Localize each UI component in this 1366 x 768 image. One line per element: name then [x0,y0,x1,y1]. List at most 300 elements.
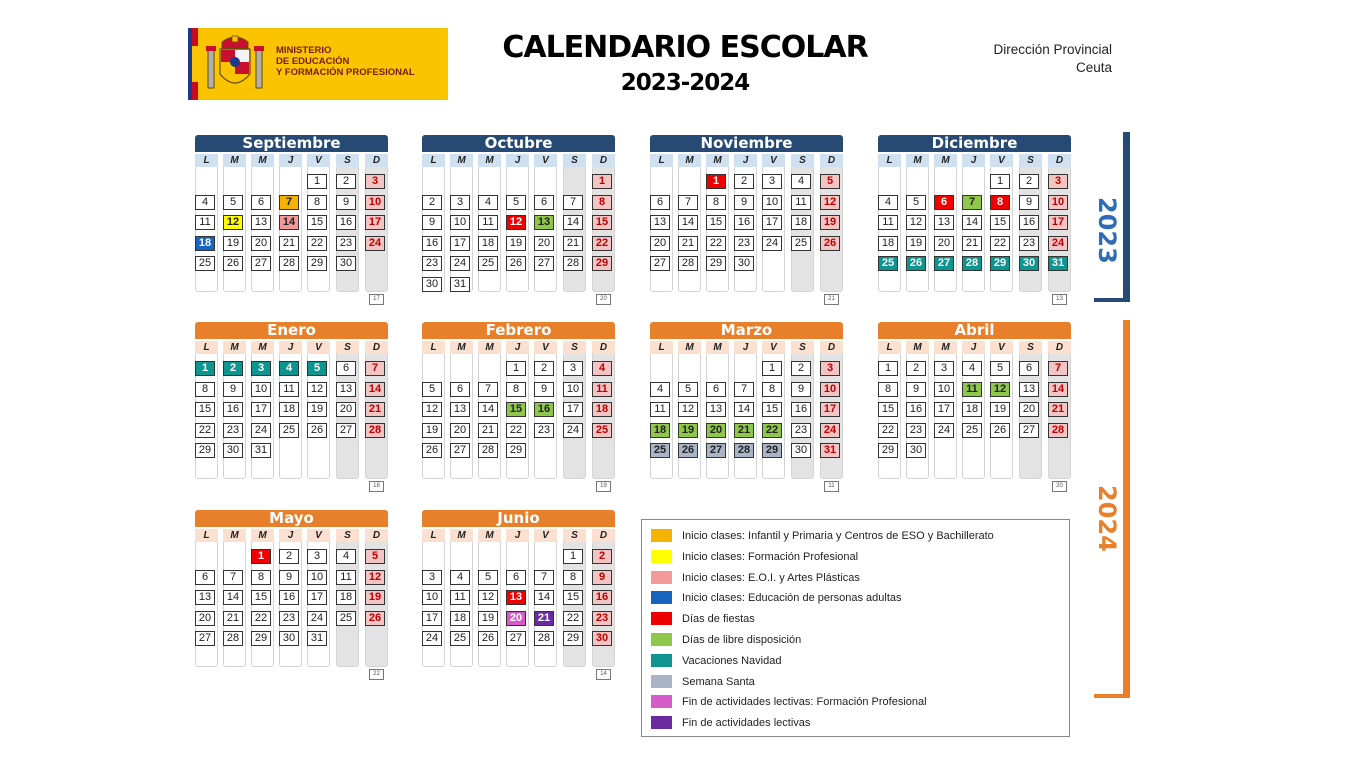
day-cell: 5 [365,549,385,564]
day-cell: 21 [279,236,299,251]
day-cell: 3 [934,361,954,376]
day-cell: 21 [563,236,583,251]
month-days [878,339,1071,489]
day-cell: 8 [251,570,271,585]
day-cell: 4 [791,174,811,189]
day-cell: 3 [1048,174,1068,189]
day-cell: 19 [478,611,498,626]
weekday-header: V [307,529,330,542]
provincial-direction [930,41,1112,77]
day-cell: 16 [422,236,442,251]
day-cell: 6 [336,361,356,376]
day-cell: 8 [506,382,526,397]
day-cell: 7 [223,570,243,585]
ministry-line-3: Y FORMACIÓN PROFESIONAL [276,67,415,78]
lective-days-count: 13 [1052,294,1067,305]
day-cell: 25 [336,611,356,626]
day-cell: 26 [906,256,926,271]
day-cell: 2 [1019,174,1039,189]
day-cell: 29 [762,443,782,458]
day-cell: 18 [962,402,982,417]
day-cell: 24 [563,423,583,438]
day-cell: 31 [251,443,271,458]
day-cell: 8 [762,382,782,397]
legend-swatch [651,633,672,646]
day-cell: 2 [906,361,926,376]
day-cell: 9 [1019,195,1039,210]
day-cell: 13 [195,590,215,605]
day-cell: 9 [279,570,299,585]
day-cell: 10 [365,195,385,210]
legend-swatch [651,571,672,584]
weekday-header: J [962,341,985,354]
weekday-header: M [478,341,501,354]
day-cell: 8 [195,382,215,397]
weekday-header: J [279,529,302,542]
day-cell: 12 [422,402,442,417]
day-cell: 4 [878,195,898,210]
day-cell: 3 [820,361,840,376]
day-cell: 25 [279,423,299,438]
month-octubre [422,134,615,302]
day-cell: 18 [478,236,498,251]
day-cell: 16 [223,402,243,417]
day-cell: 12 [506,215,526,230]
year-bracket-2024 [1094,320,1130,698]
day-cell: 30 [336,256,356,271]
day-cell: 26 [223,256,243,271]
school-year: 2023-2024 [620,70,750,96]
weekday-header: S [563,341,586,354]
day-cell: 6 [1019,361,1039,376]
day-cell: 11 [195,215,215,230]
day-cell: 18 [195,236,215,251]
day-cell: 3 [762,174,782,189]
day-cell: 21 [734,423,754,438]
month-days [422,339,615,489]
day-cell: 28 [279,256,299,271]
weekday-header: J [279,154,302,167]
day-cell: 16 [534,402,554,417]
weekday-header: S [1019,154,1042,167]
day-cell: 17 [762,215,782,230]
day-cell: 27 [650,256,670,271]
day-cell: 13 [706,402,726,417]
day-cell: 30 [223,443,243,458]
day-cell: 27 [534,256,554,271]
day-cell: 2 [336,174,356,189]
day-cell: 25 [650,443,670,458]
day-cell: 10 [934,382,954,397]
day-cell: 28 [223,631,243,646]
day-cell: 5 [506,195,526,210]
day-cell: 9 [534,382,554,397]
month-title: Septiembre [195,135,388,152]
day-cell: 11 [336,570,356,585]
weekday-header: L [422,341,445,354]
day-cell: 21 [962,236,982,251]
day-cell: 17 [422,611,442,626]
day-cell: 26 [365,611,385,626]
lective-days-count: 20 [1052,481,1067,492]
day-cell: 17 [365,215,385,230]
weekday-header: D [592,529,615,542]
weekday-header: M [223,529,246,542]
day-cell: 27 [706,443,726,458]
day-cell: 23 [592,611,612,626]
weekday-header: L [878,341,901,354]
weekday-header: J [734,154,757,167]
legend-label: Fin de actividades lectivas: Formación Profesional [682,696,927,709]
day-cell: 29 [251,631,271,646]
month-title: Marzo [650,322,843,339]
month-febrero [422,321,615,489]
day-cell: 12 [678,402,698,417]
day-cell: 20 [450,423,470,438]
legend-label: Días de libre disposición [682,634,802,646]
weekday-header: M [906,154,929,167]
weekday-header: L [195,154,218,167]
month-days [195,339,388,489]
day-cell: 5 [678,382,698,397]
day-cell: 1 [878,361,898,376]
month-title: Abril [878,322,1071,339]
day-cell: 22 [592,236,612,251]
month-mayo [195,509,388,677]
day-cell: 15 [592,215,612,230]
day-cell: 4 [478,195,498,210]
weekday-header: M [223,154,246,167]
day-cell: 25 [592,423,612,438]
day-cell: 3 [563,361,583,376]
day-cell: 13 [650,215,670,230]
day-cell: 26 [478,631,498,646]
year-bar-2023 [1123,132,1130,302]
legend [641,519,1070,737]
day-cell: 15 [563,590,583,605]
direction-line-1: Dirección Provincial [993,42,1112,57]
weekday-header: V [307,341,330,354]
day-cell: 21 [534,611,554,626]
day-cell: 24 [251,423,271,438]
day-cell: 30 [906,443,926,458]
day-cell: 5 [820,174,840,189]
day-cell: 27 [934,256,954,271]
weekday-header: M [934,154,957,167]
day-cell: 11 [962,382,982,397]
day-cell: 3 [307,549,327,564]
day-cell: 28 [365,423,385,438]
day-cell: 20 [1019,402,1039,417]
day-cell: 26 [422,443,442,458]
day-cell: 1 [195,361,215,376]
day-cell: 23 [734,236,754,251]
day-cell: 22 [878,423,898,438]
day-cell: 23 [1019,236,1039,251]
coat-of-arms-icon [204,34,266,94]
day-cell: 8 [563,570,583,585]
lective-days-count: 20 [596,294,611,305]
day-cell: 12 [307,382,327,397]
day-cell: 16 [906,402,926,417]
weekday-header: V [307,154,330,167]
day-cell: 26 [820,236,840,251]
day-cell: 11 [478,215,498,230]
weekday-header: M [450,341,473,354]
day-cell: 5 [422,382,442,397]
day-cell: 13 [450,402,470,417]
day-cell: 23 [336,236,356,251]
ministry-name [276,45,415,78]
lective-days-count: 19 [596,481,611,492]
legend-swatch [651,591,672,604]
weekday-header: M [934,341,957,354]
day-cell: 14 [734,402,754,417]
day-cell: 23 [422,256,442,271]
day-cell: 1 [307,174,327,189]
day-cell: 9 [906,382,926,397]
day-cell: 7 [1048,361,1068,376]
day-cell: 28 [478,443,498,458]
day-cell: 13 [336,382,356,397]
lective-days-count: 11 [824,481,839,492]
day-cell: 27 [195,631,215,646]
day-cell: 31 [450,277,470,292]
day-cell: 12 [906,215,926,230]
day-cell: 10 [450,215,470,230]
day-cell: 15 [251,590,271,605]
day-cell: 14 [678,215,698,230]
weekday-header: D [365,154,388,167]
month-days [195,152,388,302]
day-cell: 23 [906,423,926,438]
day-cell: 10 [1048,195,1068,210]
day-cell: 2 [279,549,299,564]
weekday-header: L [650,341,673,354]
day-cell: 14 [1048,382,1068,397]
day-cell: 22 [506,423,526,438]
day-cell: 9 [734,195,754,210]
day-cell: 24 [820,423,840,438]
weekday-header: M [678,154,701,167]
day-cell: 2 [422,195,442,210]
day-cell: 5 [307,361,327,376]
day-cell: 4 [592,361,612,376]
day-cell: 28 [563,256,583,271]
day-cell: 16 [791,402,811,417]
legend-swatch [651,654,672,667]
day-cell: 19 [990,402,1010,417]
month-title: Enero [195,322,388,339]
month-noviembre [650,134,843,302]
day-cell: 14 [478,402,498,417]
day-cell: 10 [820,382,840,397]
day-cell: 16 [336,215,356,230]
legend-label: Inicio clases: Formación Profesional [682,550,859,563]
day-cell: 1 [990,174,1010,189]
month-septiembre [195,134,388,302]
weekday-header: M [251,529,274,542]
day-cell: 19 [422,423,442,438]
day-cell: 11 [450,590,470,605]
day-cell: 19 [906,236,926,251]
day-cell: 24 [422,631,442,646]
day-cell: 5 [906,195,926,210]
day-cell: 22 [706,236,726,251]
day-cell: 6 [251,195,271,210]
day-cell: 25 [195,256,215,271]
day-cell: 4 [195,195,215,210]
day-cell: 5 [223,195,243,210]
day-cell: 2 [734,174,754,189]
day-cell: 7 [563,195,583,210]
day-cell: 10 [251,382,271,397]
day-cell: 4 [450,570,470,585]
day-cell: 24 [934,423,954,438]
day-cell: 2 [534,361,554,376]
page-title: CALENDARIO ESCOLAR [502,30,868,65]
day-cell: 7 [962,195,982,210]
legend-label: Inicio clases: Educación de personas adultas [682,592,902,605]
year-label-2024: 2024 [1093,485,1121,552]
day-cell: 8 [706,195,726,210]
day-cell: 21 [478,423,498,438]
weekday-header: D [1048,154,1071,167]
weekday-header: J [734,341,757,354]
month-junio [422,509,615,677]
day-cell: 19 [307,402,327,417]
day-cell: 15 [878,402,898,417]
legend-swatch [651,529,672,542]
weekday-header: S [336,529,359,542]
day-cell: 16 [734,215,754,230]
day-cell: 8 [307,195,327,210]
weekday-header: S [563,529,586,542]
day-cell: 22 [762,423,782,438]
day-cell: 17 [307,590,327,605]
weekday-header: V [534,529,557,542]
day-cell: 12 [223,215,243,230]
day-cell: 13 [534,215,554,230]
weekday-header: S [336,154,359,167]
day-cell: 12 [990,382,1010,397]
day-cell: 30 [791,443,811,458]
day-cell: 15 [307,215,327,230]
day-cell: 4 [279,361,299,376]
day-cell: 9 [422,215,442,230]
day-cell: 26 [678,443,698,458]
day-cell: 28 [734,443,754,458]
day-cell: 29 [506,443,526,458]
day-cell: 8 [990,195,1010,210]
day-cell: 30 [592,631,612,646]
day-cell: 12 [478,590,498,605]
weekday-header: J [506,529,529,542]
weekday-header: M [450,529,473,542]
ministry-line-1: MINISTERIO [276,45,332,56]
lective-days-count: 22 [369,669,384,680]
day-cell: 7 [279,195,299,210]
weekday-header: L [195,529,218,542]
day-cell: 29 [592,256,612,271]
day-cell: 29 [563,631,583,646]
legend-label: Fin de actividades lectivas [682,717,811,730]
direction-line-2: Ceuta [1075,60,1112,75]
legend-swatch [651,675,672,688]
day-cell: 20 [195,611,215,626]
day-cell: 6 [450,382,470,397]
day-cell: 26 [307,423,327,438]
day-cell: 1 [563,549,583,564]
day-cell: 3 [365,174,385,189]
day-cell: 14 [534,590,554,605]
day-cell: 20 [336,402,356,417]
legend-swatch [651,716,672,729]
lective-days-count: 21 [824,294,839,305]
day-cell: 11 [650,402,670,417]
day-cell: 20 [534,236,554,251]
day-cell: 31 [307,631,327,646]
weekday-header: M [251,154,274,167]
day-cell: 1 [706,174,726,189]
day-cell: 25 [962,423,982,438]
day-cell: 25 [878,256,898,271]
weekday-header: L [650,154,673,167]
day-cell: 31 [820,443,840,458]
day-cell: 27 [450,443,470,458]
day-cell: 20 [706,423,726,438]
day-cell: 1 [506,361,526,376]
day-cell: 1 [592,174,612,189]
weekday-header: S [336,341,359,354]
day-cell: 2 [592,549,612,564]
day-cell: 7 [678,195,698,210]
legend-label: Días de fiestas [682,613,755,626]
day-cell: 18 [450,611,470,626]
day-cell: 21 [365,402,385,417]
day-cell: 5 [990,361,1010,376]
weekday-header: M [678,341,701,354]
day-cell: 16 [279,590,299,605]
day-cell: 18 [336,590,356,605]
legend-swatch [651,695,672,708]
day-cell: 28 [1048,423,1068,438]
month-days [422,527,615,677]
day-cell: 13 [1019,382,1039,397]
day-cell: 9 [592,570,612,585]
day-cell: 23 [534,423,554,438]
year-bracket-2023 [1094,132,1130,302]
legend-swatch [651,550,672,563]
day-cell: 27 [336,423,356,438]
weekday-header: L [422,154,445,167]
day-cell: 26 [506,256,526,271]
weekday-header: J [279,341,302,354]
day-cell: 6 [706,382,726,397]
year-label-2023: 2023 [1093,197,1121,264]
lective-days-count: 14 [596,669,611,680]
day-cell: 21 [223,611,243,626]
day-cell: 20 [506,611,526,626]
month-days [195,527,388,677]
day-cell: 15 [706,215,726,230]
day-cell: 17 [251,402,271,417]
legend-label: Inicio clases: Infantil y Primaria y Centros de ESO y Bachillerato [682,530,994,542]
day-cell: 7 [534,570,554,585]
weekday-header: M [706,154,729,167]
day-cell: 13 [251,215,271,230]
weekday-header: M [478,529,501,542]
